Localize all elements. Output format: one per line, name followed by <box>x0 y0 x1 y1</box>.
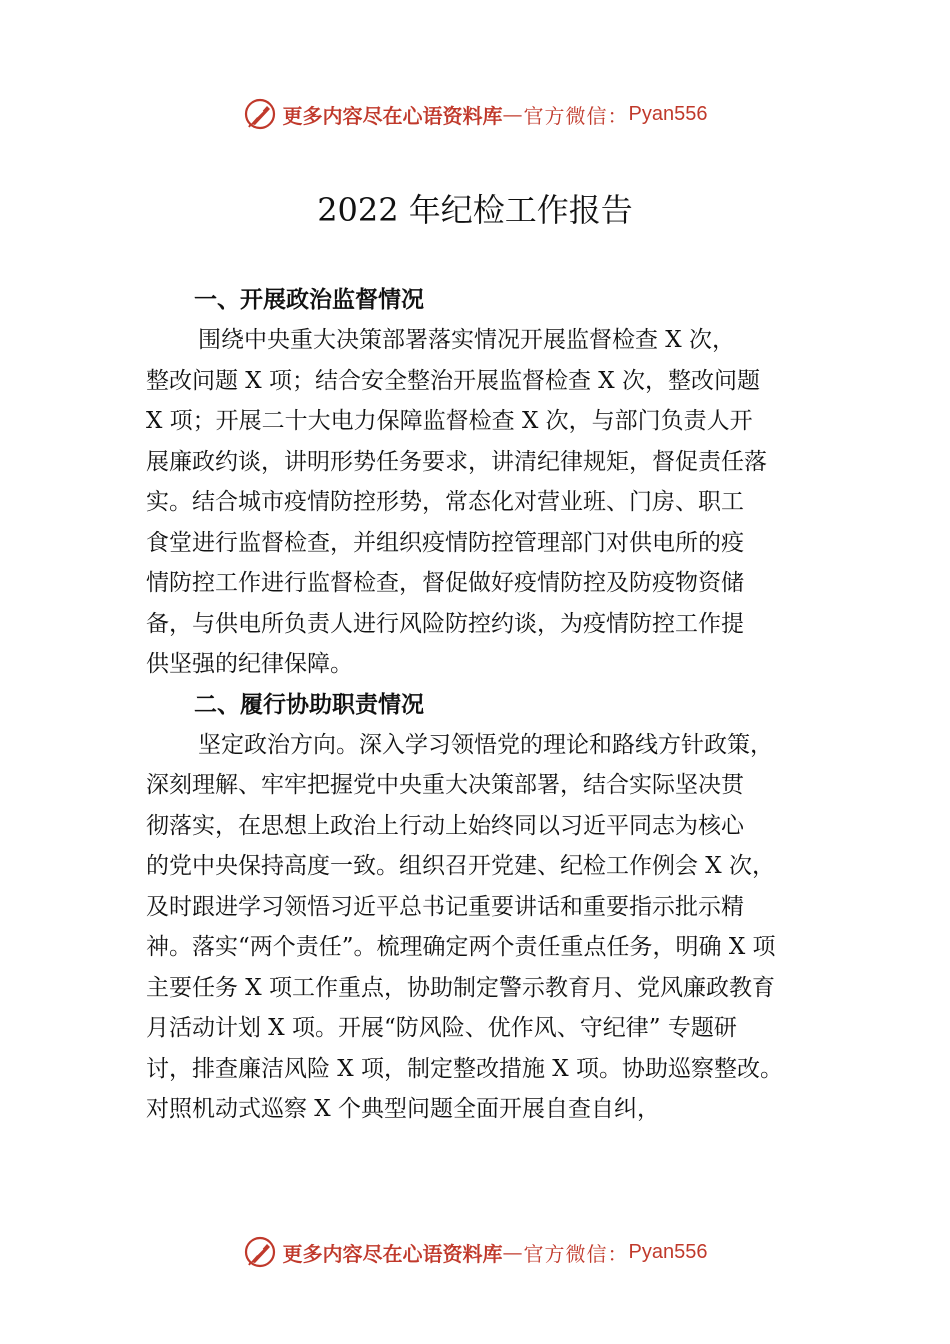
section-heading: 一、开展政治监督情况 <box>194 287 424 313</box>
document-body <box>146 280 836 1130</box>
header-banner <box>0 94 950 134</box>
paragraph-line: 月活动计划 X 项。开展“防风险、优作风、守纪律” 专题研 <box>146 1015 737 1041</box>
paragraph-line: 及时跟进学习领悟习近平总书记重要讲话和重要指示批示精 <box>146 893 744 920</box>
paragraph-line: 坚定政治方向。深入学习领悟党的理论和路线方针政策， <box>198 731 773 758</box>
section-assist-duties <box>146 685 836 1130</box>
paragraph-line: X 项；开展二十大电力保障监督检查 X 次，与部门负责人开 <box>146 408 753 434</box>
paragraph-line: 神。落实“两个责任”。梳理确定两个责任重点任务，明确 X 项 <box>146 934 776 960</box>
paragraph-line: 围绕中央重大决策部署落实情况开展监督检查 X 次， <box>198 327 735 353</box>
banner-separator: — <box>502 102 524 126</box>
quill-pen-icon <box>243 97 277 131</box>
paragraph-line: 深刻理解、牢牢把握党中央重大决策部署，结合实际坚决贯 <box>146 772 744 798</box>
document-title: 2022 年纪检工作报告 <box>317 191 633 229</box>
paragraph-line: 整改问题 X 项；结合安全整治开展监督检查 X 次，整改问题 <box>146 367 760 394</box>
paragraph-line: 供坚强的纪律保障。 <box>146 651 353 677</box>
banner-wechat-id: Pyan556 <box>628 102 708 125</box>
paragraph-line: 的党中央保持高度一致。组织召开党建、纪检工作例会 X 次， <box>146 853 775 879</box>
paragraph-line: 食堂进行监督检查，并组织疫情防控管理部门对供电所的疫 <box>146 529 744 556</box>
section-political-supervision <box>146 280 836 685</box>
paragraph-line: 情防控工作进行监督检查，督促做好疫情防控及防疫物资储 <box>146 570 744 596</box>
banner-main-text: 更多内容尽在心语资料库 <box>282 1241 503 1266</box>
paragraph-line: 实。结合城市疫情防控形势，常态化对营业班、门房、职工 <box>146 489 744 515</box>
paragraph-line: 彻落实，在思想上政治上行动上始终同以习近平同志为核心 <box>146 812 744 839</box>
banner-wechat-id: Pyan556 <box>628 1240 708 1263</box>
banner-separator: — <box>502 1240 524 1264</box>
paragraph-line: 备，与供电所负责人进行风险防控约谈，为疫情防控工作提 <box>146 610 744 637</box>
paragraph-line: 展廉政约谈，讲明形势任务要求，讲清纪律规矩，督促责任落 <box>146 448 767 475</box>
banner-label: 官方微信： <box>523 1241 629 1266</box>
footer-banner <box>0 1232 950 1272</box>
quill-pen-icon <box>243 1235 277 1269</box>
paragraph-line: 讨，排查廉洁风险 X 项，制定整改措施 X 项。协助巡察整改。 <box>146 1055 783 1082</box>
paragraph-line: 主要任务 X 项工作重点，协助制定警示教育月、党风廉政教育 <box>146 974 775 1001</box>
section-heading: 二、履行协助职责情况 <box>194 691 424 718</box>
banner-label: 官方微信： <box>523 103 629 128</box>
banner-main-text: 更多内容尽在心语资料库 <box>282 103 503 128</box>
paragraph-line: 对照机动式巡察 X 个典型问题全面开展自查自纠， <box>146 1096 660 1122</box>
